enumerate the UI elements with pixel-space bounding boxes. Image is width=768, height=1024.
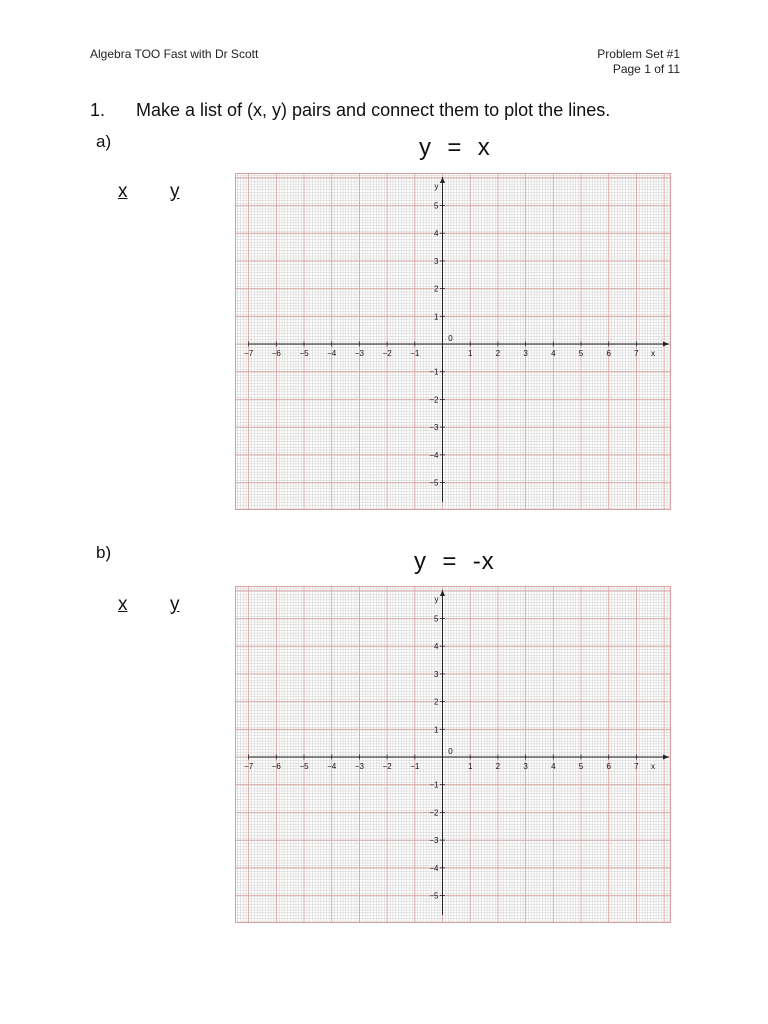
- part-a-y-tick-label: −3: [429, 423, 439, 433]
- part-b-x-tick-label: 3: [523, 762, 528, 771]
- part-b-y-tick-label: −3: [429, 836, 439, 846]
- problem-set-label: Problem Set #1: [597, 47, 680, 61]
- part-b-x-tick-label: 6: [606, 762, 611, 771]
- part-a-origin-label: 0: [448, 334, 453, 343]
- document-header-title: Algebra TOO Fast with Dr Scott: [90, 47, 259, 61]
- part-a-x-tick-label: 5: [578, 349, 584, 358]
- part-b-y-tick-label: −1: [429, 780, 439, 790]
- part-b-x-tick-label: −6: [271, 762, 281, 771]
- part-b-x-tick-label: 4: [551, 762, 556, 771]
- part-a-y-tick-label: 4: [434, 229, 439, 239]
- question-number: 1.: [90, 100, 106, 120]
- part-b-x-column-header: x: [118, 594, 128, 615]
- part-a-x-tick-label: 7: [634, 349, 639, 358]
- part-b-origin-label: 0: [448, 747, 453, 756]
- part-b-y-tick-label: −2: [429, 808, 439, 818]
- part-a-x-tick-label: −1: [410, 349, 420, 358]
- part-a-x-tick-label: 3: [523, 349, 528, 358]
- part-a-y-tick-label: −4: [429, 450, 439, 460]
- part-b-x-tick-label: 7: [634, 762, 639, 771]
- part-b-x-tick-label: −5: [299, 762, 309, 771]
- part-b-x-tick-label: −4: [327, 762, 337, 771]
- part-a-x-axis-arrow-icon: [663, 342, 669, 347]
- part-b-x-axis-label: x: [651, 762, 656, 771]
- part-b-x-tick-label: −2: [382, 762, 392, 771]
- part-a-x-tick-label: −6: [271, 349, 281, 358]
- part-b-y-axis-label: y: [434, 595, 439, 604]
- part-a-label: a): [96, 132, 112, 151]
- part-b-y-tick-label: 2: [434, 697, 439, 707]
- part-a-y-tick-label: −2: [429, 395, 439, 405]
- part-b-equation: y = -x: [414, 548, 495, 575]
- part-b-y-tick-label: −4: [429, 863, 439, 873]
- part-a-x-axis-label: x: [651, 349, 656, 358]
- part-a-x-tick-label: −2: [382, 349, 392, 358]
- part-b-y-tick-label: 3: [434, 669, 439, 679]
- part-b-x-tick-label: 5: [578, 762, 584, 771]
- part-a-y-axis-label: y: [434, 182, 439, 191]
- part-b-y-tick-label: 1: [434, 725, 439, 735]
- part-a-y-tick-label: −1: [429, 367, 439, 377]
- part-a-y-tick-label: 3: [434, 256, 439, 266]
- part-a-x-tick-label: 6: [606, 349, 611, 358]
- part-b-x-tick-label: 1: [467, 762, 473, 771]
- part-a-x-tick-label: −4: [327, 349, 337, 358]
- part-a-equation: y = x: [419, 134, 491, 161]
- part-b-graph-paper[interactable]: [235, 586, 671, 923]
- part-a-y-tick-label: −5: [429, 478, 439, 488]
- part-b-x-axis-arrow-icon: [663, 755, 669, 760]
- part-b-y-column-header: y: [170, 594, 180, 615]
- part-a-y-tick-label: 2: [434, 284, 439, 294]
- part-a-y-column-header: y: [170, 181, 180, 202]
- part-a-x-tick-label: −5: [299, 349, 309, 358]
- part-b-y-tick-label: 4: [434, 642, 439, 652]
- part-a-y-tick-label: 1: [434, 312, 439, 322]
- part-a-y-tick-label: 5: [434, 201, 439, 211]
- document-header-info: [597, 47, 680, 77]
- part-b-label: b): [96, 543, 112, 562]
- part-b-x-tick-label: −1: [410, 762, 420, 771]
- question-text: Make a list of (x, y) pairs and connect them to plot the lines.: [136, 100, 611, 120]
- part-b-x-tick-label: −3: [354, 762, 364, 771]
- part-a-x-tick-label: 4: [551, 349, 556, 358]
- page-number: Page 1 of 11: [612, 62, 680, 76]
- part-b-y-tick-label: −5: [429, 891, 439, 901]
- part-b-y-tick-label: 5: [434, 614, 439, 624]
- part-b-x-tick-label: −7: [244, 762, 254, 771]
- part-a-x-tick-label: 2: [495, 349, 501, 358]
- part-a-x-tick-label: −3: [354, 349, 364, 358]
- part-b-x-tick-label: 2: [495, 762, 501, 771]
- part-a-x-column-header: x: [118, 181, 128, 202]
- part-a-x-tick-label: −7: [244, 349, 254, 358]
- part-a-x-tick-label: 1: [467, 349, 473, 358]
- part-a-graph-paper[interactable]: [235, 173, 671, 510]
